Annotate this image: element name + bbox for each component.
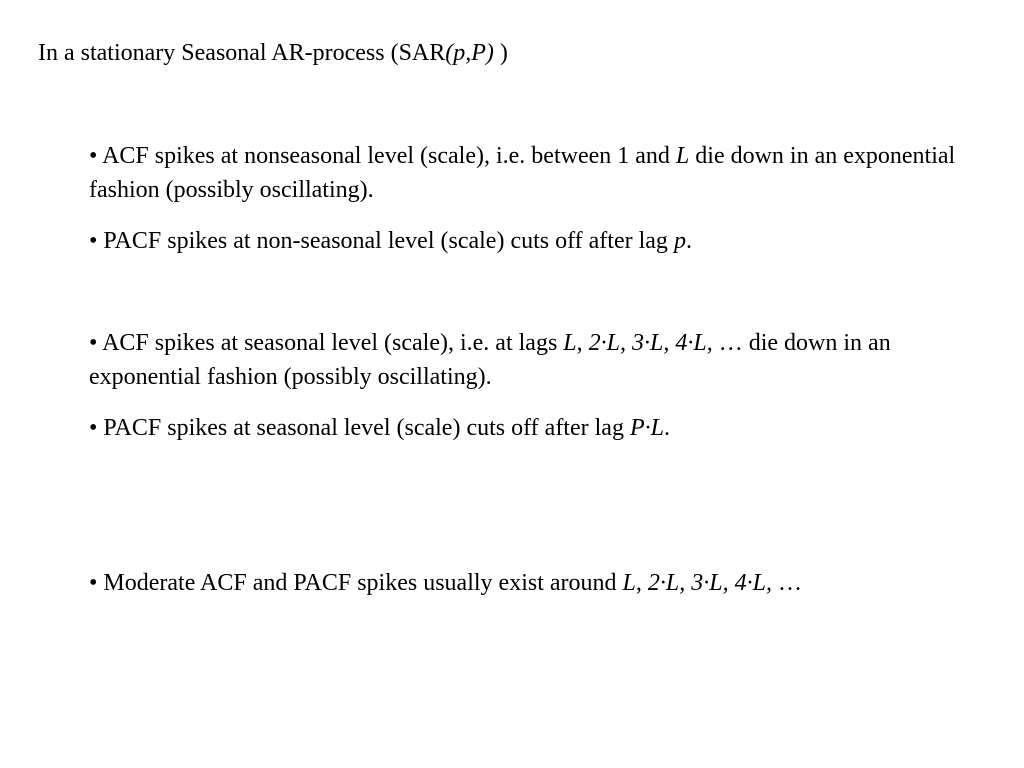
bullet-text: • ACF spikes at nonseasonal level (scale), i.e. between 1 and <box>89 143 676 169</box>
bullet-text: . <box>685 228 692 254</box>
lag-3l: 3·L, <box>691 570 729 596</box>
bullet-pacf-nonseasonal <box>89 224 989 258</box>
title-tail: ) <box>493 40 508 66</box>
title-lead: In a stationary Seasonal AR-process (SAR <box>38 40 446 66</box>
lag-ellipsis: … <box>718 330 743 356</box>
lag-l: L <box>622 570 636 596</box>
lag-4l: 4·L, <box>734 570 772 596</box>
bullet-italic: L <box>675 143 690 169</box>
bullet-text: . <box>663 415 670 441</box>
slide-title <box>38 38 508 68</box>
bullet-text: • PACF spikes at non-seasonal level (scale) cuts off after lag <box>89 228 674 254</box>
lag-2l: 2·L, <box>647 570 686 596</box>
bullet-text: • ACF spikes at seasonal level (scale), i.e. at lags <box>89 330 564 356</box>
bullet-text: • Moderate ACF and PACF spikes usually exist around <box>89 570 623 596</box>
bullet-text: die down in an exponential fashion (possibly oscillating). <box>89 143 956 203</box>
bullet-italic: p <box>673 228 686 254</box>
title-params: (p,P) <box>445 40 494 66</box>
lag-4l: 4·L, <box>675 330 713 356</box>
bullet-text: • PACF spikes at seasonal level (scale) cuts off after lag <box>89 415 630 441</box>
bullet-pacf-seasonal <box>89 411 989 445</box>
bullet-text: die down in an exponential fashion (possibly oscillating). <box>89 330 891 390</box>
bullet-italic: P·L <box>629 415 664 441</box>
bullet-acf-nonseasonal <box>89 139 989 207</box>
lag-ellipsis: … <box>777 570 802 596</box>
lag-2l: 2·L, <box>588 330 626 356</box>
bullet-moderate-spikes: • Moderate ACF and PACF spikes usually exist around L, 2·L, 3·L, 4·L, … <box>89 570 802 596</box>
bullet-acf-seasonal: • ACF spikes at seasonal level (scale), i.e. at lags L, 2·L, 3·L, 4·L, … die down in an exponential fashion (possibly oscillating). <box>89 330 891 390</box>
lag-3l: 3·L, <box>632 330 670 356</box>
lag-l: L <box>563 330 577 356</box>
